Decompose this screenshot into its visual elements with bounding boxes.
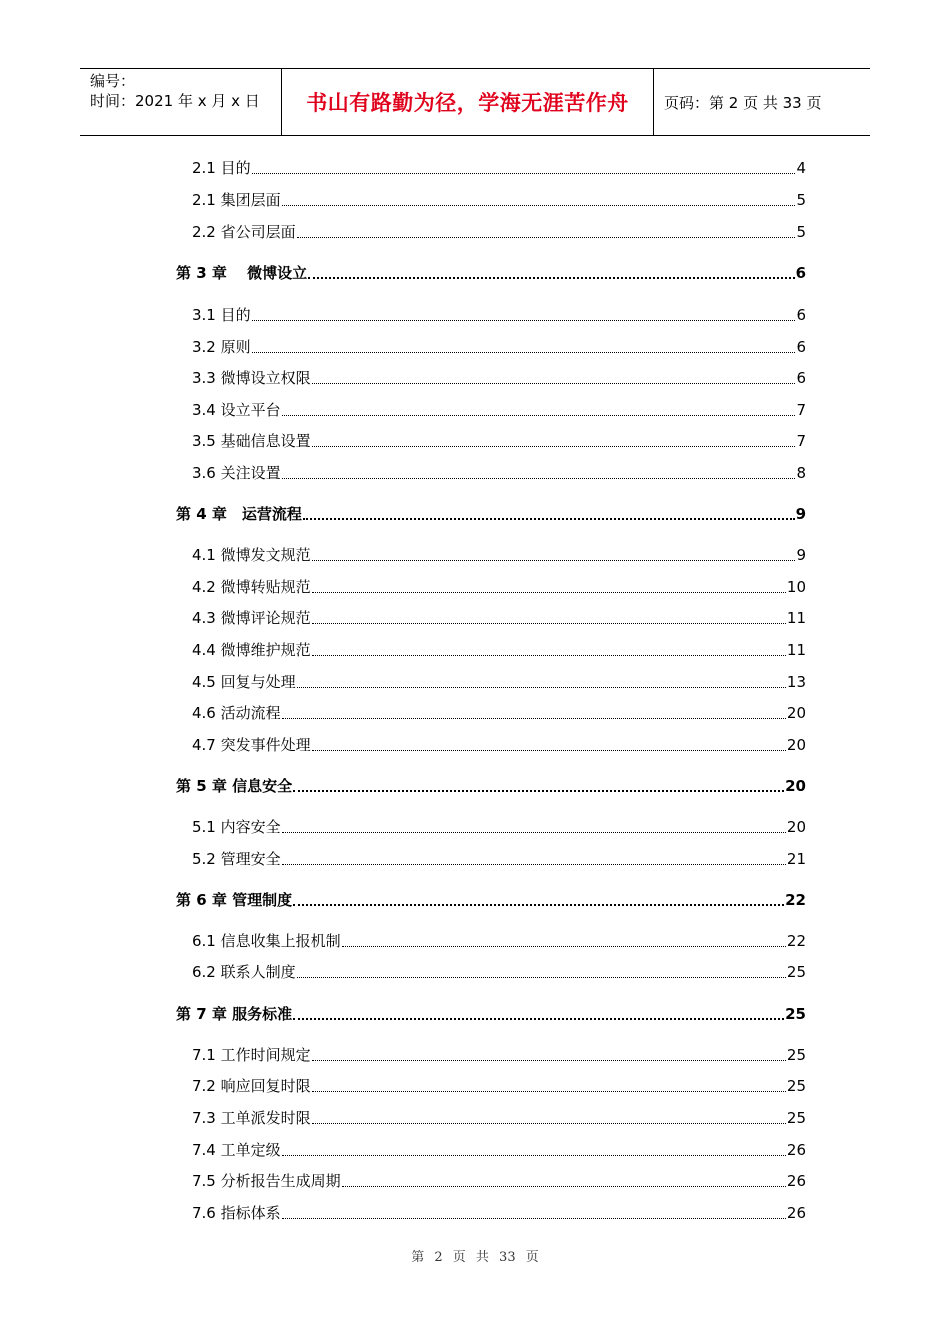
toc-dot-leader	[312, 559, 796, 561]
toc-entry-title: 4.3 微博评论规范	[192, 609, 311, 627]
toc-entry-title: 5.2 管理安全	[192, 850, 281, 868]
toc-section-entry[interactable]	[192, 463, 806, 483]
toc-dot-leader	[312, 591, 786, 593]
toc-section-entry[interactable]	[192, 817, 806, 837]
toc-entry-title: 6.1 信息收集上报机制	[192, 932, 341, 950]
page-footer: 第 2 页 共 33 页	[411, 1250, 539, 1265]
toc-entry-title: 3.4 设立平台	[192, 401, 281, 419]
toc-section-entry[interactable]	[192, 1045, 806, 1065]
toc-entry-page-number: 8	[796, 464, 806, 482]
toc-section-entry[interactable]	[192, 962, 806, 982]
page-header	[80, 68, 870, 136]
toc-section-entry[interactable]	[192, 640, 806, 660]
toc-entry-page-number: 5	[796, 191, 806, 209]
toc-entry-title: 4.2 微博转贴规范	[192, 578, 311, 596]
toc-dot-leader	[282, 1154, 786, 1156]
toc-chapter-entry[interactable]	[176, 776, 806, 796]
toc-entry-title: 3.6 关注设置	[192, 464, 281, 482]
header-meta-cell	[80, 69, 282, 135]
toc-section-entry[interactable]	[192, 368, 806, 388]
toc-entry-page-number: 26	[786, 1141, 806, 1159]
toc-entry-title: 3.2 原则	[192, 338, 251, 356]
toc-section-entry[interactable]	[192, 337, 806, 357]
toc-entry-title: 7.6 指标体系	[192, 1204, 281, 1222]
toc-dot-leader	[303, 517, 795, 520]
toc-section-entry[interactable]	[192, 672, 806, 692]
toc-dot-leader	[312, 654, 786, 656]
toc-section-entry[interactable]	[192, 735, 806, 755]
toc-entry-page-number: 6	[796, 306, 806, 324]
toc-dot-leader	[282, 717, 786, 719]
toc-entry-title: 4.6 活动流程	[192, 704, 281, 722]
toc-entry-title: 6.2 联系人制度	[192, 963, 296, 981]
toc-entry-title: 第 7 章 服务标准	[176, 1005, 293, 1023]
toc-entry-page-number: 7	[796, 432, 806, 450]
toc-chapter-entry[interactable]	[176, 504, 806, 524]
toc-entry-title: 4.5 回复与处理	[192, 673, 296, 691]
toc-entry-page-number: 26	[786, 1204, 806, 1222]
toc-dot-leader	[282, 1217, 786, 1219]
toc-entry-page-number: 22	[786, 932, 806, 950]
toc-dot-leader	[312, 445, 796, 447]
toc-dot-leader	[312, 1090, 786, 1092]
toc-entry-title: 4.1 微博发文规范	[192, 546, 311, 564]
toc-dot-leader	[293, 789, 784, 792]
toc-entry-page-number: 25	[786, 1109, 806, 1127]
toc-chapter-entry[interactable]	[176, 890, 806, 910]
toc-entry-page-number: 4	[796, 159, 806, 177]
toc-entry-page-number: 25	[786, 963, 806, 981]
toc-entry-page-number: 6	[795, 264, 806, 282]
toc-section-entry[interactable]	[192, 305, 806, 325]
toc-entry-page-number: 22	[785, 891, 806, 909]
header-page-info: 页码：第 2 页 共 33 页	[664, 93, 822, 112]
toc-section-entry[interactable]	[192, 545, 806, 565]
toc-entry-title: 7.5 分析报告生成周期	[192, 1172, 341, 1190]
toc-entry-title: 第 6 章 管理制度	[176, 891, 293, 909]
toc-section-entry[interactable]	[192, 931, 806, 951]
toc-chapter-entry[interactable]	[176, 263, 806, 283]
toc-entry-title: 7.4 工单定级	[192, 1141, 281, 1159]
toc-dot-leader	[282, 414, 796, 416]
toc-dot-leader	[312, 1122, 786, 1124]
toc-entry-title: 3.5 基础信息设置	[192, 432, 311, 450]
toc-entry-title: 第 4 章 运营流程	[176, 505, 302, 523]
toc-dot-leader	[312, 622, 786, 624]
toc-dot-leader	[282, 863, 786, 865]
toc-entry-title: 第 3 章 微博设立	[176, 264, 308, 282]
header-motto: 书山有路勤为径，学海无涯苦作舟	[282, 69, 654, 135]
toc-section-entry[interactable]	[192, 1171, 806, 1191]
toc-entry-title: 第 5 章 信息安全	[176, 777, 293, 795]
toc-entry-title: 2.1 目的	[192, 159, 251, 177]
toc-dot-leader	[297, 976, 786, 978]
toc-entry-page-number: 26	[786, 1172, 806, 1190]
toc-entry-page-number: 11	[786, 609, 806, 627]
toc-entry-page-number: 13	[786, 673, 806, 691]
toc-dot-leader	[308, 276, 794, 279]
toc-section-entry[interactable]	[192, 1203, 806, 1223]
toc-entry-title: 2.1 集团层面	[192, 191, 281, 209]
toc-entry-page-number: 20	[786, 736, 806, 754]
toc-chapter-entry[interactable]	[176, 1004, 806, 1024]
toc-section-entry[interactable]	[192, 400, 806, 420]
toc-entry-page-number: 20	[785, 777, 806, 795]
toc-dot-leader	[297, 236, 796, 238]
toc-entry-page-number: 25	[785, 1005, 806, 1023]
toc-entry-title: 7.1 工作时间规定	[192, 1046, 311, 1064]
toc-entry-title: 3.3 微博设立权限	[192, 369, 311, 387]
toc-entry-page-number: 25	[786, 1046, 806, 1064]
toc-section-entry[interactable]	[192, 431, 806, 451]
toc-dot-leader	[282, 831, 786, 833]
toc-entry-page-number: 9	[795, 505, 806, 523]
toc-entry-title: 7.2 响应回复时限	[192, 1077, 311, 1095]
toc-entry-page-number: 6	[796, 338, 806, 356]
toc-entry-page-number: 20	[786, 818, 806, 836]
toc-dot-leader	[342, 945, 786, 947]
toc-entry-page-number: 6	[796, 369, 806, 387]
toc-entry-title: 2.2 省公司层面	[192, 223, 296, 241]
toc-section-entry[interactable]	[192, 1108, 806, 1128]
toc-entry-page-number: 21	[786, 850, 806, 868]
toc-section-entry[interactable]	[192, 158, 806, 178]
toc-section-entry[interactable]	[192, 222, 806, 242]
toc-entry-page-number: 11	[786, 641, 806, 659]
toc-entry-title: 5.1 内容安全	[192, 818, 281, 836]
toc-dot-leader	[297, 686, 786, 688]
toc-dot-leader	[252, 319, 796, 321]
toc-dot-leader	[282, 477, 796, 479]
toc-section-entry[interactable]	[192, 608, 806, 628]
toc-entry-page-number: 20	[786, 704, 806, 722]
toc-section-entry[interactable]	[192, 190, 806, 210]
toc-dot-leader	[252, 351, 796, 353]
toc-section-entry[interactable]	[192, 1076, 806, 1096]
toc-entry-page-number: 9	[796, 546, 806, 564]
toc-dot-leader	[312, 382, 796, 384]
document-time-label: 时间：2021 年 x 月 x 日	[90, 92, 260, 110]
toc-section-entry[interactable]	[192, 703, 806, 723]
toc-entry-page-number: 7	[796, 401, 806, 419]
toc-entry-page-number: 5	[796, 223, 806, 241]
toc-dot-leader	[282, 204, 796, 206]
toc-entry-title: 4.7 突发事件处理	[192, 736, 311, 754]
toc-dot-leader	[312, 749, 786, 751]
toc-dot-leader	[293, 903, 784, 906]
toc-entry-page-number: 10	[786, 578, 806, 596]
toc-dot-leader	[293, 1017, 784, 1020]
toc-section-entry[interactable]	[192, 577, 806, 597]
toc-section-entry[interactable]	[192, 849, 806, 869]
toc-entry-title: 3.1 目的	[192, 306, 251, 324]
toc-dot-leader	[342, 1185, 786, 1187]
toc-entry-page-number: 25	[786, 1077, 806, 1095]
toc-dot-leader	[312, 1059, 786, 1061]
toc-entry-title: 7.3 工单派发时限	[192, 1109, 311, 1127]
toc-entry-title: 4.4 微博维护规范	[192, 641, 311, 659]
toc-section-entry[interactable]	[192, 1140, 806, 1160]
document-number-label: 编号：	[90, 72, 136, 90]
toc-dot-leader	[252, 172, 796, 174]
